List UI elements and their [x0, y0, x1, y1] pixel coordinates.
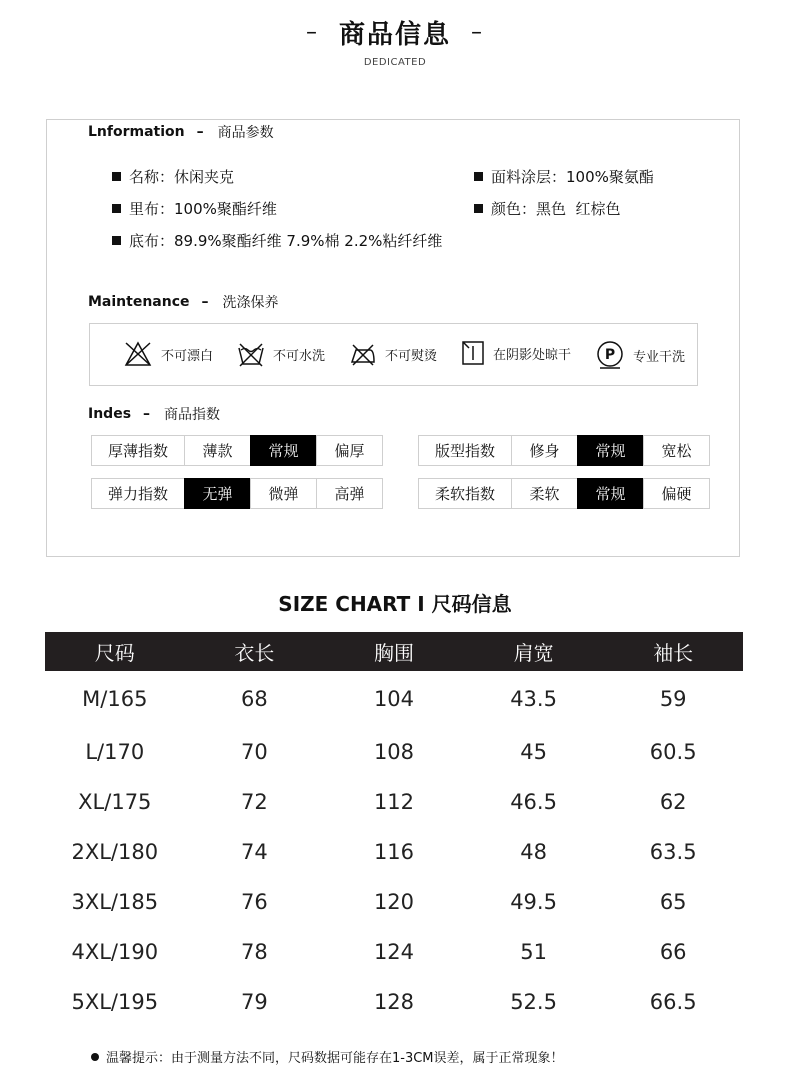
cell-shoulder: 43.5	[510, 687, 557, 711]
shade-dry-icon	[461, 340, 485, 366]
care-label: 不可漂白	[161, 348, 214, 364]
column-header-sleeve: 袖长	[603, 632, 743, 671]
cell-size: L/170	[85, 740, 145, 764]
note-text: 温馨提示：由于测量方法不同，尺码数据可能存在1-3CM误差，属于正常现象！	[106, 1051, 564, 1066]
care-item-professional-dry-clean	[595, 340, 685, 370]
index-option: 偏厚	[316, 435, 383, 466]
no-bleach-icon	[123, 340, 153, 368]
index-option: 薄款	[184, 435, 251, 466]
cell-sleeve: 62	[659, 790, 687, 814]
cell-size: 2XL/180	[71, 840, 159, 864]
index-heading-zh: 商品指数	[164, 407, 221, 423]
index-option-selected: 无弹	[184, 478, 251, 509]
cell-sleeve: 66	[659, 940, 687, 964]
param-name	[112, 166, 234, 187]
care-label: 专业干洗	[633, 349, 686, 365]
table-row	[45, 827, 743, 877]
cell-length: 68	[241, 687, 268, 711]
size-table	[45, 632, 743, 1027]
cell-size: XL/175	[78, 790, 152, 814]
heading-dash: –	[201, 294, 209, 310]
cell-chest: 108	[373, 740, 415, 764]
page-header	[0, 14, 790, 68]
table-row	[45, 777, 743, 827]
index-heading	[88, 404, 220, 424]
svg-text:P: P	[604, 347, 616, 363]
page-subtitle: DEDICATED	[363, 57, 427, 68]
index-heading-en: Indes	[88, 406, 132, 422]
cell-shoulder: 52.5	[510, 990, 557, 1014]
information-heading-zh: 商品参数	[217, 125, 274, 141]
cell-shoulder: 46.5	[510, 790, 557, 814]
index-option-selected: 常规	[577, 478, 644, 509]
table-row	[45, 927, 743, 977]
cell-shoulder: 48	[520, 840, 547, 864]
index-label: 厚薄指数	[91, 435, 185, 466]
index-row-elasticity	[91, 478, 383, 509]
care-label: 不可水洗	[273, 348, 326, 364]
column-header-length: 衣长	[185, 632, 325, 671]
cell-size: M/165	[82, 687, 148, 711]
bullet-square-icon	[112, 204, 121, 213]
param-base-fabric	[112, 230, 442, 251]
care-item-no-wash	[237, 340, 325, 368]
param-color	[474, 198, 621, 219]
index-label: 版型指数	[418, 435, 512, 466]
cell-chest: 116	[373, 840, 415, 864]
care-label: 不可熨烫	[385, 348, 438, 364]
cell-sleeve: 63.5	[649, 840, 697, 864]
bullet-square-icon	[112, 172, 121, 181]
param-text: 面料涂层：100%聚氨酯	[491, 168, 654, 186]
cell-chest: 128	[373, 990, 415, 1014]
measurement-note	[91, 1047, 564, 1066]
cell-length: 76	[241, 890, 268, 914]
param-text: 里布：100%聚酯纤维	[129, 200, 277, 218]
index-option: 柔软	[511, 478, 578, 509]
care-item-no-bleach	[123, 340, 213, 368]
cell-chest: 104	[373, 687, 415, 711]
param-text: 底布：89.9%聚酯纤维 7.9%棉 2.2%粘纤纤维	[129, 232, 443, 250]
index-option: 微弹	[250, 478, 317, 509]
heading-dash: –	[143, 406, 151, 422]
cell-sleeve: 60.5	[649, 740, 697, 764]
cell-sleeve: 59	[659, 687, 687, 711]
bullet-square-icon	[474, 172, 483, 181]
column-header-chest: 胸围	[324, 632, 464, 671]
cell-length: 70	[241, 740, 268, 764]
cell-length: 79	[241, 990, 268, 1014]
index-option: 宽松	[643, 435, 710, 466]
index-option: 偏硬	[643, 478, 710, 509]
table-row	[45, 877, 743, 927]
cell-shoulder: 45	[520, 740, 547, 764]
information-heading	[88, 122, 274, 142]
param-coating	[474, 166, 654, 187]
cell-size: 3XL/185	[71, 890, 159, 914]
page-title-row	[306, 14, 484, 51]
cell-length: 74	[241, 840, 268, 864]
care-item-shade-dry	[461, 340, 571, 366]
maintenance-heading-en: Maintenance	[88, 294, 190, 310]
index-option-selected: 常规	[250, 435, 317, 466]
maintenance-heading	[88, 292, 279, 312]
bullet-square-icon	[474, 204, 483, 213]
index-row-thickness	[91, 435, 383, 466]
cell-size: 4XL/190	[71, 940, 159, 964]
param-text: 名称：休闲夹克	[129, 168, 235, 186]
size-chart-title: SIZE CHART Ⅰ 尺码信息	[278, 592, 512, 616]
column-header-shoulder: 肩宽	[464, 632, 604, 671]
index-option: 高弹	[316, 478, 383, 509]
information-heading-en: Lnformation	[88, 124, 185, 140]
cell-shoulder: 49.5	[510, 890, 557, 914]
cell-chest: 120	[373, 890, 415, 914]
professional-dry-clean-icon	[595, 340, 625, 370]
index-option-selected: 常规	[577, 435, 644, 466]
cell-length: 72	[241, 790, 268, 814]
size-table-header	[45, 632, 743, 671]
bullet-dot-icon	[91, 1053, 99, 1061]
index-row-fit	[418, 435, 710, 466]
param-text: 颜色：黑色 红棕色	[491, 200, 621, 218]
table-row	[45, 671, 743, 727]
dash-right: –	[471, 20, 484, 45]
param-lining	[112, 198, 277, 219]
no-wash-icon	[237, 340, 265, 368]
bullet-square-icon	[112, 236, 121, 245]
table-row	[45, 727, 743, 777]
no-iron-icon	[349, 340, 377, 368]
care-item-no-iron	[349, 340, 437, 368]
index-label: 柔软指数	[418, 478, 512, 509]
cell-sleeve: 65	[659, 890, 687, 914]
dash-left: –	[305, 20, 319, 45]
cell-size: 5XL/195	[71, 990, 159, 1014]
care-instructions-box	[89, 323, 698, 386]
cell-chest: 124	[373, 940, 415, 964]
index-option: 修身	[511, 435, 578, 466]
cell-length: 78	[241, 940, 268, 964]
column-header-size: 尺码	[45, 632, 185, 671]
index-label: 弹力指数	[91, 478, 185, 509]
care-label: 在阴影处晾干	[493, 347, 572, 363]
heading-dash: –	[196, 124, 204, 140]
cell-chest: 112	[373, 790, 415, 814]
cell-sleeve: 66.5	[649, 990, 697, 1014]
page-title: 商品信息	[338, 20, 451, 50]
maintenance-heading-zh: 洗涤保养	[222, 295, 279, 311]
index-row-softness	[418, 478, 710, 509]
cell-shoulder: 51	[520, 940, 547, 964]
table-row	[45, 977, 743, 1027]
